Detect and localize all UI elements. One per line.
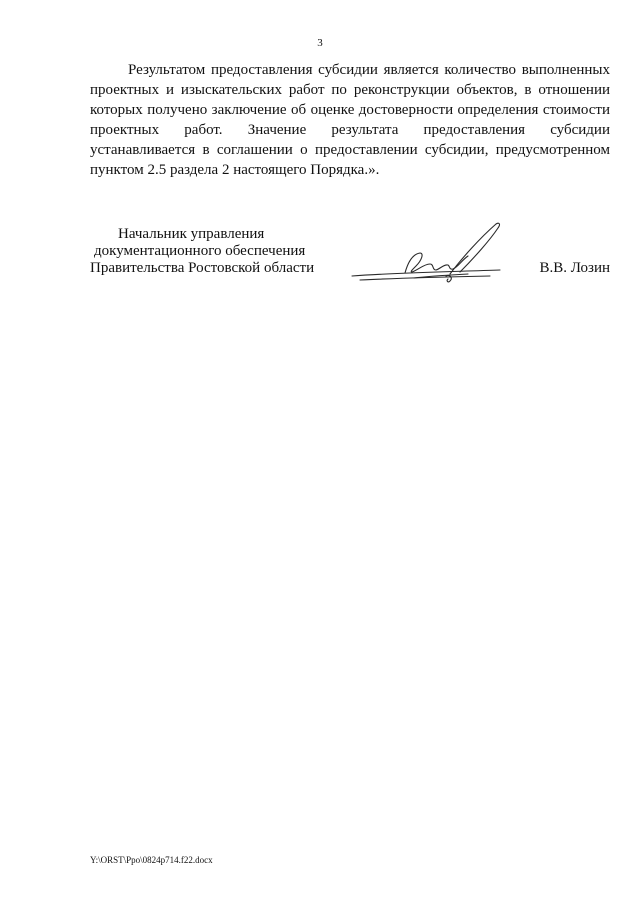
page-number: 3 [317, 37, 323, 49]
signatory-title-line-2: документационного обеспечения [94, 243, 306, 259]
file-path-footer: Y:\ORST\Ppo\0824p714.f22.docx [90, 855, 213, 865]
handwritten-signature [350, 218, 510, 290]
signer-name: В.В. Лозин [539, 260, 610, 276]
signatory-title-line-3: Правительства Ростовской области [90, 260, 315, 276]
signatory-title-line-1: Начальник управления [118, 226, 265, 242]
body-paragraph: Результатом предоставления субсидии является количество выполненных проектных и изыскательских работ по реконструкции объектов, в отношении которых получено заключение об оценке достоверности определения стоимости проектных работ. Значение результата предоставления субсидии устанавливается в соглашении о предоставлении субсидии, предусмотренном пунктом 2.5 раздела 2 настоящего Порядка.». [90, 62, 610, 178]
signatory-title [90, 226, 320, 277]
